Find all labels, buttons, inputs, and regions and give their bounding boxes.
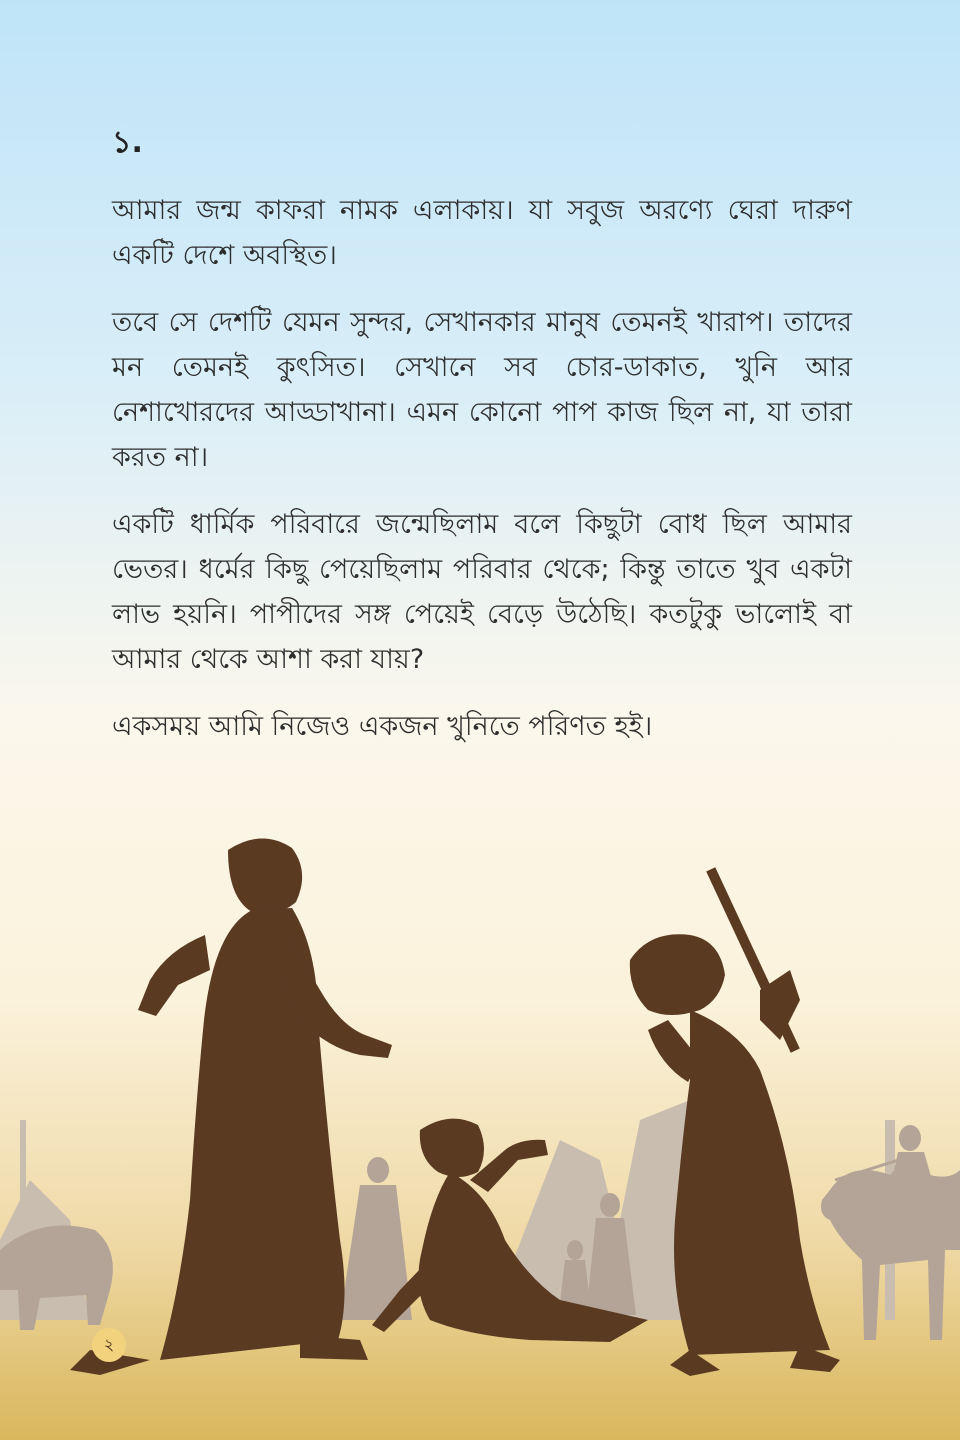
paragraph-4: একসময় আমি নিজেও একজন খুনিতে পরিণত হই। bbox=[112, 711, 653, 742]
page-number-badge: ২ bbox=[92, 1328, 126, 1362]
accuser-figure bbox=[70, 838, 392, 1375]
paragraph-2: তবে সে দেশটি যেমন সুন্দর, সেখানকার মানুষ তেমনই খারাপ। তাদের মন তেমনই কুৎসিত। সেখানে সব চোর-ডাকাত, খুনি আর নেশাখোরদের আড্ডাখানা। এমন কোনো পাপ কাজ ছিল না, যা তারা করত না। bbox=[112, 307, 852, 473]
story-illustration bbox=[0, 820, 960, 1440]
main-silhouettes bbox=[70, 838, 840, 1376]
chapter-number: ১. bbox=[112, 125, 143, 160]
paragraph-1: আমার জন্ম কাফরা নামক এলাকায়। যা সবুজ অরণ্যে ঘেরা দারুণ একটি দেশে অবস্থিত। bbox=[112, 195, 852, 271]
story-text bbox=[112, 188, 852, 771]
paragraph-3: একটি ধার্মিক পরিবারে জন্মেছিলাম বলে কিছুটা বোধ ছিল আমার ভেতর। ধর্মের কিছু পেয়েছিলাম পরিবার থেকে; কিন্তু তাতে খুব একটা লাভ হয়নি। পাপীদের সঙ্গ পেয়েই বেড়ে উঠেছি। কতটুকু ভালোই বা আমার থেকে আশা করা যায়? bbox=[112, 509, 852, 675]
